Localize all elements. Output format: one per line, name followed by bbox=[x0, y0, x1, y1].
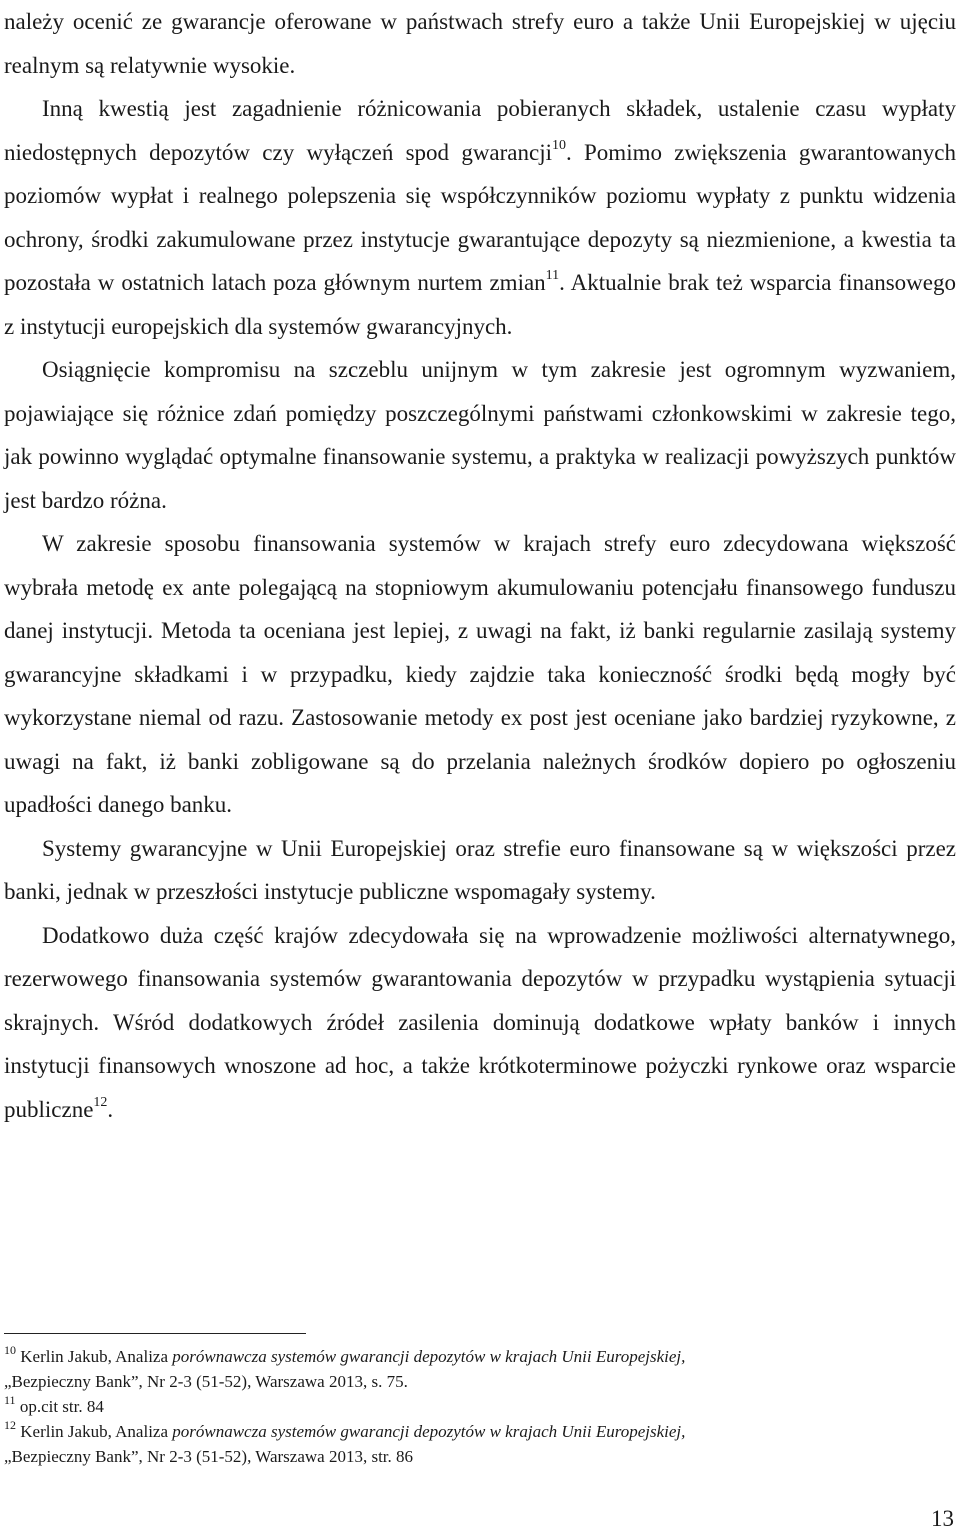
paragraph-alternative-financing bbox=[4, 914, 956, 1132]
paragraph-financing-methods bbox=[4, 522, 956, 827]
footnote-separator bbox=[4, 1333, 306, 1334]
footnote-title: porównawcza systemów gwarancji depozytów w krajach Unii Europejskiej, bbox=[172, 1422, 686, 1441]
paragraph-text: Osiągnięcie kompromisu na szczeblu unijnym w tym zakresie jest ogromnym wyzwaniem, pojawiające się różnice zdań pomiędzy poszczególnymi państwami członkowskimi w zakresie tego, jak powinno wyglądać optymalne finansowanie systemu, a praktyka w realizacji powyższych punktów jest bardzo różna. bbox=[4, 357, 956, 513]
footnote bbox=[4, 1394, 956, 1419]
paragraph-bank-financing bbox=[4, 827, 956, 914]
footnote-reference[interactable]: 10 bbox=[552, 137, 566, 153]
paragraph-text: . Aktualnie brak też wsparcia finansowego z instytucji europejskich dla systemów gwarancyjnych. bbox=[4, 270, 956, 339]
footnote-title: porównawcza systemów gwarancji depozytów w krajach Unii Europejskiej, bbox=[172, 1347, 686, 1366]
footnote-number: 12 bbox=[4, 1418, 16, 1433]
paragraph-compromise bbox=[4, 348, 956, 522]
footnotes bbox=[4, 1344, 956, 1469]
paragraph-text: Systemy gwarancyjne w Unii Europejskiej oraz strefie euro finansowane są w większości przez banki, jednak w przeszłości instytucje publiczne wspomagały systemy. bbox=[4, 835, 956, 904]
paragraph-text: . bbox=[107, 1096, 114, 1122]
footnote-number: 10 bbox=[4, 1343, 16, 1358]
page-number: 13 bbox=[931, 1506, 954, 1531]
paragraph-continuation bbox=[4, 0, 956, 87]
paragraph-text: . Pomimo zwiększenia gwarantowanych poziomów wypłat i realnego polepszenia się współczynników poziomu wypłaty z punktu widzenia ochrony, środki zakumulowane przez instytucje gwarantujące depozyty są niezmienione, a kwestia ta pozostała w ostatnich latach poza głównym nurtem zmian bbox=[4, 139, 957, 295]
footnote-author: Kerlin Jakub, Analiza bbox=[20, 1422, 173, 1441]
footnote-text: op.cit str. 84 bbox=[19, 1397, 104, 1416]
paragraph-fee-differentiation bbox=[4, 87, 956, 348]
footnote bbox=[4, 1344, 956, 1394]
footnote-author: Kerlin Jakub, Analiza bbox=[20, 1347, 173, 1366]
body-text bbox=[4, 0, 956, 1131]
footnote-reference[interactable]: 12 bbox=[93, 1094, 108, 1110]
footnote-source: „Bezpieczny Bank”, Nr 2-3 (51-52), Warszawa 2013, s. 75. bbox=[4, 1372, 408, 1391]
footnote-number: 11 bbox=[4, 1393, 16, 1408]
paragraph-text: Dodatkowo duża część krajów zdecydowała się na wprowadzenie możliwości alternatywnego, rezerwowego finansowania systemów gwarantowania depozytów w przypadku wystąpienia sytuacji skrajnych. Wśród dodatkowych źródeł zasilenia dominują dodatkowe wpłaty banków i innych instytucji finansowych wnoszone ad hoc, a także krótkoterminowe pożyczki rynkowe oraz wsparcie publiczne bbox=[4, 922, 956, 1122]
paragraph-text: Inną kwestią jest zagadnienie różnicowania pobieranych składek, ustalenie czasu wypłaty niedostępnych depozytów czy wyłączeń spod gwarancji bbox=[4, 96, 956, 165]
footnote-reference[interactable]: 11 bbox=[545, 268, 560, 284]
footnote bbox=[4, 1419, 956, 1469]
footnote-source: „Bezpieczny Bank”, Nr 2-3 (51-52), Warszawa 2013, str. 86 bbox=[4, 1447, 414, 1466]
paragraph-text: należy ocenić ze gwarancje oferowane w państwach strefy euro a także Unii Europejskiej w ujęciu realnym są relatywnie wysokie. bbox=[4, 9, 956, 78]
paragraph-text: W zakresie sposobu finansowania systemów w krajach strefy euro zdecydowana większość wybrała metodę ex ante polegającą na stopniowym akumulowaniu potencjału finansowego funduszu danej instytucji. Metoda ta oceniana jest lepiej, z uwagi na fakt, iż banki regularnie zasilają systemy gwarancyjne składkami i w przypadku, kiedy zajdzie taka konieczność środki będą mogły być wykorzystane niemal od razu. Zastosowanie metody ex post jest oceniane jako bardziej ryzykowne, z uwagi na fakt, iż banki zobligowane są do przelania należnych środków dopiero po ogłoszeniu upadłości danego banku. bbox=[4, 531, 956, 817]
